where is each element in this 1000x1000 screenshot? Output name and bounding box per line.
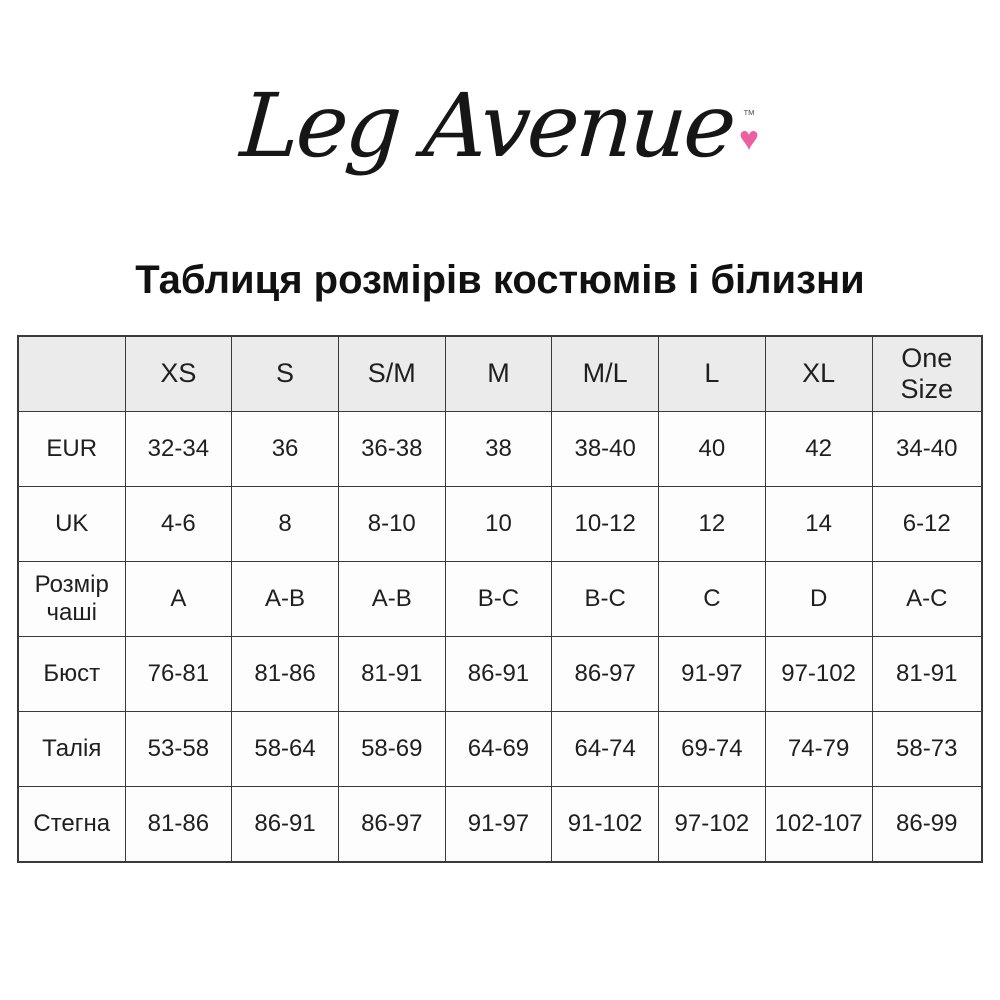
column-header: M	[445, 336, 552, 412]
table-cell: B-C	[552, 562, 659, 637]
table-cell: A-B	[338, 562, 445, 637]
row-label: Стегна	[18, 787, 125, 863]
table-cell: 86-91	[445, 637, 552, 712]
table-cell: 81-86	[232, 637, 339, 712]
table-row	[18, 712, 982, 787]
row-label: Талія	[18, 712, 125, 787]
table-cell: 81-91	[338, 637, 445, 712]
column-header: S/M	[338, 336, 445, 412]
table-cell: 12	[659, 487, 766, 562]
column-header: XL	[765, 336, 872, 412]
table-row	[18, 487, 982, 562]
table-cell: 91-97	[445, 787, 552, 863]
table-cell: 42	[765, 412, 872, 487]
table-cell: A-B	[232, 562, 339, 637]
row-label: Бюст	[18, 637, 125, 712]
table-cell: 91-97	[659, 637, 766, 712]
row-label: EUR	[18, 412, 125, 487]
table-cell: 81-86	[125, 787, 232, 863]
table-cell: 64-69	[445, 712, 552, 787]
table-cell: 58-69	[338, 712, 445, 787]
header-row	[18, 336, 982, 412]
table-cell: 76-81	[125, 637, 232, 712]
table-cell: 97-102	[659, 787, 766, 863]
brand-logo-text: Leg Avenue	[237, 74, 737, 177]
table-cell: 36-38	[338, 412, 445, 487]
table-cell: A-C	[872, 562, 982, 637]
table-cell: 86-97	[338, 787, 445, 863]
table-cell: 10-12	[552, 487, 659, 562]
table-cell: 32-34	[125, 412, 232, 487]
table-cell: 69-74	[659, 712, 766, 787]
page-title: Таблиця розмірів костюмів і білизни	[135, 258, 865, 302]
size-table-body	[18, 412, 982, 863]
column-header: M/L	[552, 336, 659, 412]
table-cell: 34-40	[872, 412, 982, 487]
table-cell: D	[765, 562, 872, 637]
table-cell: 38-40	[552, 412, 659, 487]
table-cell: B-C	[445, 562, 552, 637]
table-cell: 38	[445, 412, 552, 487]
table-cell: 8-10	[338, 487, 445, 562]
table-cell: 86-99	[872, 787, 982, 863]
row-label: Розмір чаші	[18, 562, 125, 637]
table-cell: 74-79	[765, 712, 872, 787]
column-header: L	[659, 336, 766, 412]
table-cell: 86-97	[552, 637, 659, 712]
table-cell: 91-102	[552, 787, 659, 863]
table-row	[18, 412, 982, 487]
table-row	[18, 562, 982, 637]
column-header: XS	[125, 336, 232, 412]
table-cell: 58-64	[232, 712, 339, 787]
table-cell: 102-107	[765, 787, 872, 863]
table-cell: 14	[765, 487, 872, 562]
table-cell: 10	[445, 487, 552, 562]
table-cell: 81-91	[872, 637, 982, 712]
brand-logo-marks	[739, 108, 759, 156]
table-cell: 86-91	[232, 787, 339, 863]
table-cell: 6-12	[872, 487, 982, 562]
brand-logo	[0, 46, 1000, 206]
table-cell: C	[659, 562, 766, 637]
size-table	[17, 335, 983, 863]
table-cell: A	[125, 562, 232, 637]
corner-cell	[18, 336, 125, 412]
table-cell: 8	[232, 487, 339, 562]
column-header: S	[232, 336, 339, 412]
row-label: UK	[18, 487, 125, 562]
table-cell: 53-58	[125, 712, 232, 787]
table-cell: 40	[659, 412, 766, 487]
table-cell: 58-73	[872, 712, 982, 787]
table-cell: 4-6	[125, 487, 232, 562]
table-cell: 97-102	[765, 637, 872, 712]
heart-icon: ♥	[738, 120, 760, 158]
table-cell: 36	[232, 412, 339, 487]
trademark-symbol: ™	[742, 107, 756, 122]
table-row	[18, 787, 982, 863]
table-row	[18, 637, 982, 712]
column-header: One Size	[872, 336, 982, 412]
table-cell: 64-74	[552, 712, 659, 787]
size-table-head	[18, 336, 982, 412]
